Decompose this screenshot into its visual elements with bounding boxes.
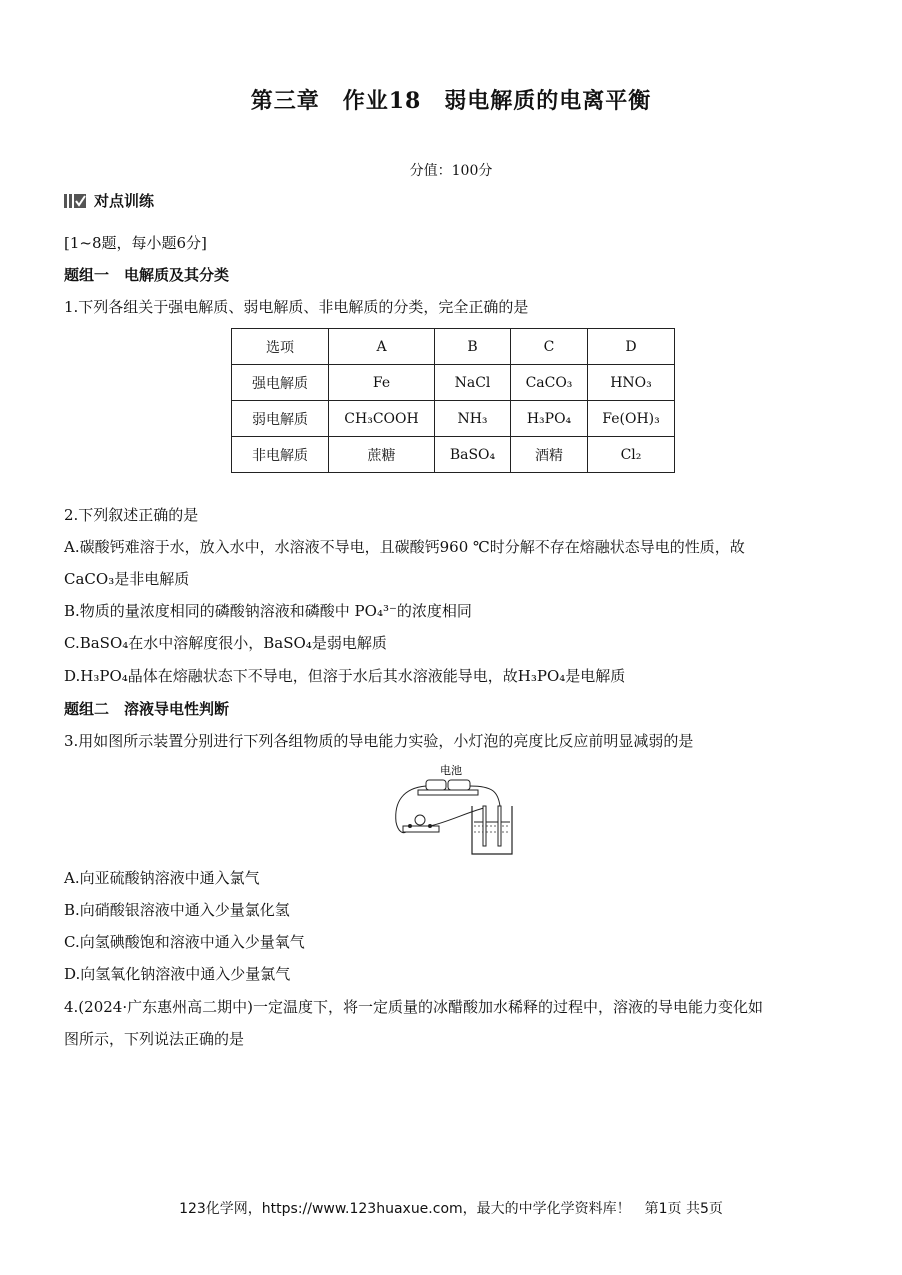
table-cell: 选项 [232, 329, 329, 365]
option-b: B.物质的量浓度相同的磷酸钠溶液和磷酸中 PO₄³⁻的浓度相同 [64, 602, 472, 620]
option-c: C.向氢碘酸饱和溶液中通入少量氧气 [64, 933, 305, 951]
question-2-stem: 2.下列叙述正确的是 [64, 506, 199, 524]
table-cell: HNO₃ [588, 365, 675, 401]
option-c: C.BaSO₄在水中溶解度很小，BaSO₄是弱电解质 [64, 634, 387, 652]
table-cell: NH₃ [435, 401, 511, 437]
question-3-stem: 3.用如图所示装置分别进行下列各组物质的导电能力实验，小灯泡的亮度比反应前明显减弱的是 [64, 732, 694, 750]
group-heading: 题组二 溶液导电性判断 [64, 700, 230, 718]
table-cell: BaSO₄ [435, 437, 511, 473]
checkbox-icon [64, 193, 88, 209]
table-cell: 蔗糖 [329, 437, 435, 473]
table-cell: D [588, 329, 675, 365]
table-cell: Fe(OH)₃ [588, 401, 675, 437]
score-label: 分值：100分 [409, 163, 493, 179]
table-cell: A [329, 329, 435, 365]
option-b: B.向硝酸银溶液中通入少量氯化氢 [64, 901, 290, 919]
option-a-continued: CaCO₃是非电解质 [64, 570, 190, 588]
table-cell: Fe [329, 365, 435, 401]
page-footer: 123化学网，https://www.123huaxue.com，最大的中学化学资料库！ 第1页 共5页 [179, 1201, 723, 1217]
table-header-row [232, 329, 675, 365]
table-cell: H₃PO₄ [511, 401, 588, 437]
table-row [232, 437, 675, 473]
table-cell: 酒精 [511, 437, 588, 473]
table-cell: Cl₂ [588, 437, 675, 473]
group-heading: 题组一 电解质及其分类 [64, 266, 230, 284]
question-1-stem: 1.下列各组关于强电解质、弱电解质、非电解质的分类，完全正确的是 [64, 298, 529, 316]
table-cell: 非电解质 [232, 437, 329, 473]
table-cell: B [435, 329, 511, 365]
conductivity-apparatus-diagram [388, 762, 518, 858]
section-header [64, 190, 154, 211]
question-4-stem-continued: 图所示，下列说法正确的是 [64, 1030, 245, 1048]
question-4-stem: 4.(2024·广东惠州高二期中)一定温度下，将一定质量的冰醋酸加水稀释的过程中，溶液的导电能力变化如 [64, 998, 763, 1016]
table-cell: CH₃COOH [329, 401, 435, 437]
option-a: A.碳酸钙难溶于水，放入水中，水溶液不导电，且碳酸钙960 ℃时分解不存在熔融状态导电的性质，故 [64, 538, 745, 556]
table-cell: NaCl [435, 365, 511, 401]
option-d: D.H₃PO₄晶体在熔融状态下不导电，但溶于水后其水溶液能导电，故H₃PO₄是电解质 [64, 667, 626, 685]
classification-table [231, 328, 675, 473]
option-a: A.向亚硫酸钠溶液中通入氯气 [64, 869, 260, 887]
table-row [232, 401, 675, 437]
table-cell: CaCO₃ [511, 365, 588, 401]
score-note: [1~8题，每小题6分] [64, 234, 207, 252]
table-row [232, 365, 675, 401]
battery-label: 电池 [440, 764, 462, 777]
section-label: 对点训练 [94, 192, 155, 210]
page-title: 第三章 作业18 弱电解质的电离平衡 [250, 88, 652, 114]
table-cell: 弱电解质 [232, 401, 329, 437]
table-cell: 强电解质 [232, 365, 329, 401]
option-d: D.向氢氧化钠溶液中通入少量氯气 [64, 965, 291, 983]
table-cell: C [511, 329, 588, 365]
